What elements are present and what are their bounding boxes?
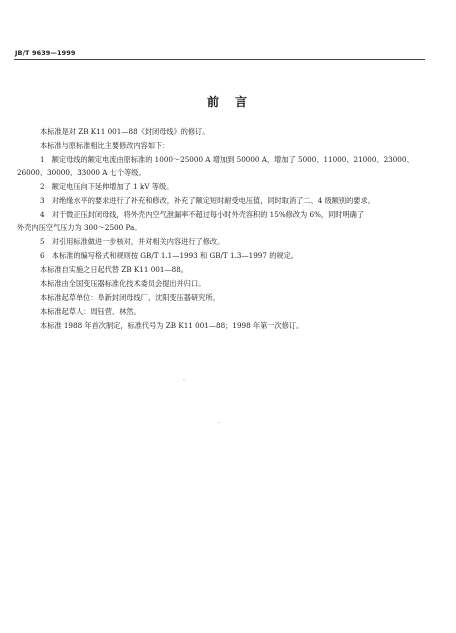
list-item-3: 3 对绝缘水平的要求进行了补充和修改，补充了额定短时耐受电压值，同时取消了二、4 级额别的要求。	[40, 196, 375, 205]
list-item-4-line-1: 4 对于微正压封闭母线，将外壳内空气泄漏率不超过每小时外壳容积的 15%修改为 6%，同时明确了	[40, 210, 365, 219]
list-item-4-line-2: 外壳内压空气压力为 300～2500 Pa。	[17, 223, 142, 232]
section-title: 前 言	[206, 95, 249, 109]
paragraph-replaces: 本标准自实施之日起代替 ZB K11 001—88。	[40, 265, 188, 274]
paragraph-changes-heading: 本标准与原标准相比主要修改内容如下：	[40, 141, 170, 150]
list-item-1-line-1: 1 额定母线的额定电流由原标准的 1000～25000 A 增加到 50000 A，增加了 5000、11000、21000、23000、	[40, 155, 414, 164]
paragraph-intro: 本标准是对 ZB K11 001—88《封闭母线》的修订。	[40, 127, 210, 136]
paragraph-proposed-by: 本标准由全国变压器标准化技术委员会提出并归口。	[40, 279, 206, 288]
paragraph-drafters: 本标准起草人：周钰营、林然。	[40, 307, 141, 316]
paragraph-drafting-units: 本标准起草单位：阜新封闭母线厂、沈阳变压器研究所。	[40, 293, 220, 302]
scan-speck: ·	[218, 420, 220, 427]
list-item-2: 2 额定电压向下延伸增加了 1 kV 等级。	[40, 182, 174, 191]
list-item-1-line-2: 26000、30000、33000 A 七个等级。	[17, 168, 146, 177]
scan-speck: ·	[183, 377, 185, 384]
standard-code: JB/T 9639—1999	[15, 49, 76, 57]
header-divider	[14, 59, 425, 60]
list-item-6: 6 本标准的编写格式和规则按 GB/T 1.1—1993 和 GB/T 1.3—1997 的规定。	[40, 251, 298, 260]
list-item-5: 5 对引用标准做进一步核对，并对相关内容进行了修改。	[40, 237, 225, 246]
paragraph-history: 本标准 1988 年首次制定，标准代号为 ZB K11 001—88；1998 年第一次修订。	[40, 321, 304, 330]
